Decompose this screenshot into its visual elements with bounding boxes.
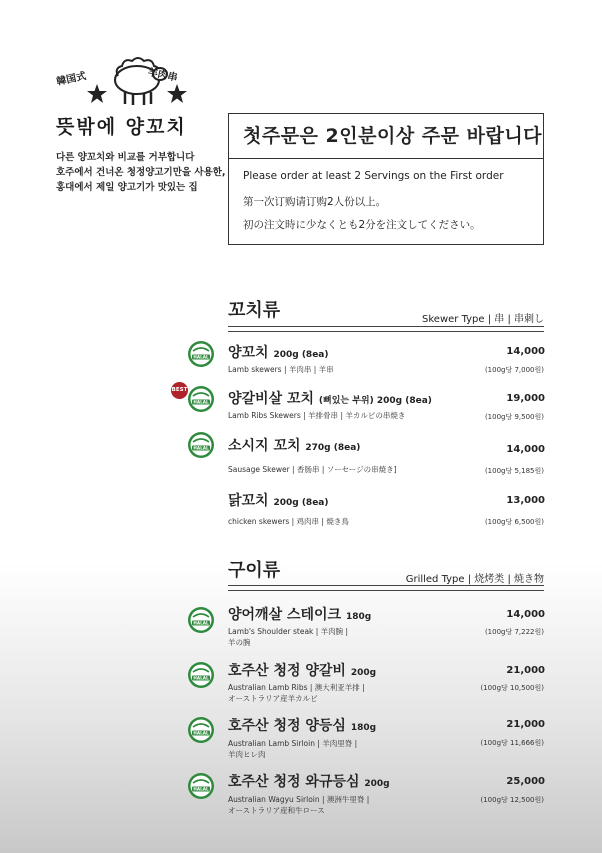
logo-text-left: 韓国式 (55, 70, 88, 88)
item-detail: 200g (8ea) (273, 498, 329, 508)
item-detail: 270g (8ea) (305, 443, 361, 453)
svg-text:HALAL: HALAL (193, 354, 209, 360)
halal-icon (187, 661, 215, 689)
item-name (228, 490, 328, 510)
item-title: 호주산 청정 와규등심 (228, 774, 360, 790)
item-translation: Sausage Skewer | 香肠串 | ソーセージの串焼き] (228, 465, 397, 474)
item-translation (228, 794, 369, 816)
translation-line: 羊肉ヒレ肉 (228, 750, 266, 759)
item-translation: chicken skewers | 鸡肉串 | 焼き鳥 (228, 517, 349, 526)
star-icon-left (87, 84, 107, 103)
svg-text:HALAL: HALAL (193, 675, 209, 681)
item-price: 14,000 (506, 609, 545, 620)
section-divider (228, 326, 544, 332)
item-translation (228, 738, 357, 760)
item-detail: 200g (350, 668, 377, 678)
tagline-line: 호주에서 건너온 청정양고기만을 사용한, (56, 167, 226, 178)
notice-english: Please order at least 2 Servings on the First order (243, 170, 504, 182)
halal-icon (187, 385, 215, 413)
item-price: 13,000 (506, 495, 545, 506)
item-name (228, 388, 432, 408)
tagline-line: 다른 양꼬치와 비교를 거부합니다 (56, 152, 195, 163)
item-unit-price: (100g당 12,500원) (480, 796, 544, 804)
item-name (228, 715, 376, 735)
item-translation: Lamb skewers | 羊肉串 | 羊串 (228, 365, 334, 374)
item-unit-price: (100g당 11,666원) (480, 739, 544, 747)
svg-text:HALAL: HALAL (193, 399, 209, 405)
translation-line: オーストラリア産和牛ロース (228, 806, 325, 815)
svg-text:HALAL: HALAL (193, 620, 209, 626)
svg-text:HALAL: HALAL (193, 730, 209, 736)
item-detail: 200g (8ea) (273, 350, 329, 360)
item-unit-price: (100g당 7,000원) (484, 366, 544, 374)
brand-name: 뜻밖에 양꼬치 (56, 116, 187, 138)
item-price: 19,000 (506, 393, 545, 404)
brand-tagline (56, 150, 226, 195)
item-title: 호주산 청정 양갈비 (228, 663, 346, 679)
halal-icon (187, 716, 215, 744)
item-name (228, 660, 376, 680)
svg-text:HALAL: HALAL (193, 445, 209, 451)
item-unit-price: (100g당 6,500원) (484, 518, 544, 526)
notice-chinese: 第一次订购请订购2人份以上。 (243, 196, 387, 208)
item-title: 양갈비살 꼬치 (228, 391, 315, 407)
halal-icon (187, 772, 215, 800)
item-detail: 180g (345, 612, 372, 622)
item-detail: 180g (350, 723, 377, 733)
item-unit-price: (100g당 7,222원) (484, 628, 544, 636)
section-subtitle-skewer: Skewer Type | 串 | 串刺し (422, 314, 544, 325)
best-badge: BEST (171, 382, 188, 399)
section-subtitle-grilled: Grilled Type | 烧烤类 | 焼き物 (405, 574, 544, 585)
svg-text:HALAL: HALAL (193, 786, 209, 792)
translation-line: Lamb's Shoulder steak | 羊肉腕 | (228, 627, 349, 636)
tagline-line: 홍대에서 제일 양고기가 맛있는 집 (56, 182, 198, 193)
translation-line: オーストラリア産羊カルビ (228, 694, 318, 703)
order-notice (228, 113, 544, 245)
halal-icon (187, 606, 215, 634)
item-name (228, 771, 390, 791)
item-price: 21,000 (506, 665, 545, 676)
translation-line: 羊の腕 (228, 638, 251, 647)
item-name (228, 604, 371, 624)
item-name (228, 435, 360, 455)
item-unit-price: (100g당 10,500원) (480, 684, 544, 692)
halal-icon (187, 431, 215, 459)
translation-line: Australian Wagyu Sirloin | 澳洲牛里脊 | (228, 795, 370, 804)
item-title: 닭꼬치 (228, 493, 269, 509)
star-icon-right (167, 84, 187, 103)
section-title-grilled: 구이류 (228, 560, 281, 581)
translation-line: Australian Lamb Sirloin | 羊肉里脊 | (228, 739, 358, 748)
item-translation (228, 626, 348, 648)
translation-line: Australian Lamb Ribs | 澳大利亚羊排 | (228, 683, 365, 692)
item-price: 25,000 (506, 776, 545, 787)
item-price: 14,000 (506, 346, 545, 357)
section-divider (228, 585, 544, 591)
item-name (228, 342, 328, 362)
item-title: 소시지 꼬치 (228, 438, 301, 454)
section-title-skewer: 꼬치류 (228, 300, 281, 321)
item-unit-price: (100g당 9,500원) (484, 413, 544, 421)
notice-heading: 첫주문은 2인분이상 주문 바랍니다 (229, 114, 543, 159)
logo-text-right: 羊肉串 (146, 66, 179, 84)
item-unit-price: (100g당 5,185원) (484, 467, 544, 475)
item-title: 호주산 청정 양등심 (228, 718, 346, 734)
item-translation (228, 682, 365, 704)
item-title: 양꼬치 (228, 345, 269, 361)
item-price: 14,000 (506, 444, 545, 455)
item-price: 21,000 (506, 719, 545, 730)
item-translation: Lamb Ribs Skewers | 羊排骨串 | 羊カルビの串焼き (228, 411, 406, 420)
item-detail: 200g (364, 779, 390, 789)
item-title: 양어깨살 스테이크 (228, 607, 342, 623)
halal-icon (187, 340, 215, 368)
notice-japanese: 初の注文時に少なくとも2分を注文してください。 (243, 219, 481, 231)
item-detail: (뼈있는 부위) 200g (8ea) (318, 396, 432, 406)
